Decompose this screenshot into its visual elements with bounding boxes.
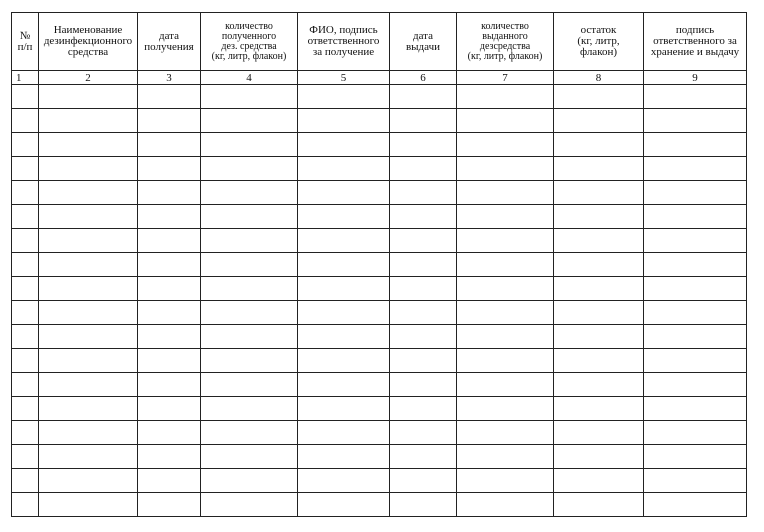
table-cell	[138, 325, 201, 349]
table-row	[12, 157, 747, 181]
table-cell	[201, 301, 298, 325]
table-cell	[138, 373, 201, 397]
table-cell	[39, 205, 138, 229]
table-cell	[644, 373, 747, 397]
register-body	[12, 85, 747, 517]
table-row	[12, 253, 747, 277]
table-cell	[298, 205, 390, 229]
table-cell	[39, 229, 138, 253]
column-header-row	[12, 13, 747, 71]
table-cell	[554, 253, 644, 277]
table-cell	[12, 469, 39, 493]
header-issue-date-text: дата выдачи	[405, 29, 441, 53]
table-row	[12, 133, 747, 157]
table-cell	[390, 469, 457, 493]
table-cell	[39, 253, 138, 277]
table-cell	[644, 253, 747, 277]
table-cell	[12, 421, 39, 445]
table-cell	[201, 253, 298, 277]
table-cell	[201, 133, 298, 157]
table-cell	[644, 133, 747, 157]
table-cell	[39, 469, 138, 493]
table-cell	[457, 493, 554, 517]
table-cell	[12, 229, 39, 253]
table-cell	[644, 301, 747, 325]
table-cell	[201, 277, 298, 301]
table-cell	[201, 181, 298, 205]
table-cell	[644, 85, 747, 109]
table-cell	[644, 181, 747, 205]
header-remainder-text: остаток (кг, литр, флакон)	[577, 24, 620, 58]
table-cell	[457, 205, 554, 229]
table-cell	[201, 229, 298, 253]
table-cell	[554, 445, 644, 469]
table-cell	[390, 493, 457, 517]
table-cell	[12, 157, 39, 181]
table-cell	[554, 205, 644, 229]
table-cell	[39, 397, 138, 421]
table-cell	[457, 157, 554, 181]
table-cell	[201, 349, 298, 373]
disinfectant-register-table	[11, 12, 747, 517]
table-row	[12, 85, 747, 109]
table-cell	[457, 109, 554, 133]
table-cell	[554, 181, 644, 205]
header-received-quantity-text: количество полученного дез. средства (кг, литр, флакон)	[211, 20, 287, 62]
table-cell	[390, 157, 457, 181]
table-cell	[39, 373, 138, 397]
table-cell	[554, 133, 644, 157]
header-issued-quantity-text: количество выданного дезсредства (кг, литр, флакон)	[467, 20, 543, 62]
table-cell	[457, 229, 554, 253]
table-cell	[12, 325, 39, 349]
table-cell	[39, 325, 138, 349]
table-cell	[298, 373, 390, 397]
table-cell	[138, 253, 201, 277]
table-cell	[138, 157, 201, 181]
table-cell	[201, 397, 298, 421]
table-cell	[644, 469, 747, 493]
table-cell	[201, 373, 298, 397]
table-cell	[554, 397, 644, 421]
table-cell	[644, 109, 747, 133]
table-cell	[39, 109, 138, 133]
table-cell	[201, 205, 298, 229]
header-received-date-text: дата получения	[144, 29, 194, 53]
table-row	[12, 109, 747, 133]
table-cell	[138, 493, 201, 517]
table-cell	[298, 325, 390, 349]
table-cell	[554, 229, 644, 253]
table-cell	[138, 181, 201, 205]
table-row	[12, 301, 747, 325]
header-issue-date	[390, 13, 457, 71]
table-cell	[201, 109, 298, 133]
table-cell	[298, 349, 390, 373]
table-cell	[390, 445, 457, 469]
table-cell	[554, 85, 644, 109]
table-cell	[644, 397, 747, 421]
table-cell	[39, 277, 138, 301]
table-cell	[201, 469, 298, 493]
table-cell	[390, 85, 457, 109]
table-cell	[390, 373, 457, 397]
table-cell	[554, 325, 644, 349]
table-row	[12, 373, 747, 397]
table-cell	[554, 421, 644, 445]
table-cell	[644, 205, 747, 229]
table-cell	[390, 253, 457, 277]
column-number: 5	[298, 71, 390, 85]
table-cell	[12, 493, 39, 517]
table-cell	[39, 421, 138, 445]
table-row	[12, 493, 747, 517]
column-number: 2	[39, 71, 138, 85]
header-row-number	[12, 13, 39, 71]
table-cell	[644, 349, 747, 373]
table-cell	[298, 445, 390, 469]
table-cell	[298, 157, 390, 181]
table-cell	[138, 85, 201, 109]
column-number: 1	[12, 71, 39, 85]
table-row	[12, 277, 747, 301]
table-cell	[457, 373, 554, 397]
table-cell	[298, 397, 390, 421]
table-cell	[12, 349, 39, 373]
table-cell	[390, 205, 457, 229]
table-cell	[390, 109, 457, 133]
table-cell	[457, 277, 554, 301]
table-cell	[138, 109, 201, 133]
table-cell	[390, 277, 457, 301]
table-cell	[298, 493, 390, 517]
header-issued-quantity	[457, 13, 554, 71]
table-cell	[298, 133, 390, 157]
table-cell	[644, 277, 747, 301]
table-cell	[39, 493, 138, 517]
table-cell	[457, 349, 554, 373]
table-cell	[39, 445, 138, 469]
table-cell	[390, 325, 457, 349]
table-cell	[138, 445, 201, 469]
table-row	[12, 349, 747, 373]
table-cell	[12, 181, 39, 205]
table-cell	[457, 253, 554, 277]
table-cell	[644, 421, 747, 445]
table-cell	[138, 205, 201, 229]
table-cell	[457, 469, 554, 493]
table-cell	[644, 325, 747, 349]
column-number: 8	[554, 71, 644, 85]
table-cell	[554, 157, 644, 181]
header-row-number-text: № п/п	[17, 29, 33, 53]
table-cell	[201, 493, 298, 517]
table-cell	[644, 229, 747, 253]
header-storage-signature	[644, 13, 747, 71]
header-received-quantity	[201, 13, 298, 71]
table-cell	[12, 277, 39, 301]
table-cell	[298, 253, 390, 277]
table-cell	[39, 133, 138, 157]
table-cell	[457, 421, 554, 445]
table-cell	[201, 85, 298, 109]
table-row	[12, 181, 747, 205]
header-receiver-signature-text: ФИО, подпись ответственного за получение	[307, 24, 380, 58]
table-cell	[554, 493, 644, 517]
table-cell	[554, 277, 644, 301]
table-cell	[12, 205, 39, 229]
table-cell	[390, 349, 457, 373]
table-cell	[457, 445, 554, 469]
column-number: 6	[390, 71, 457, 85]
table-cell	[390, 421, 457, 445]
table-cell	[554, 109, 644, 133]
table-cell	[644, 493, 747, 517]
table-cell	[390, 229, 457, 253]
table-cell	[390, 301, 457, 325]
table-cell	[138, 277, 201, 301]
table-cell	[644, 157, 747, 181]
table-row	[12, 397, 747, 421]
column-number-row	[12, 71, 747, 85]
table-cell	[12, 445, 39, 469]
table-cell	[12, 397, 39, 421]
table-cell	[12, 253, 39, 277]
table-cell	[39, 85, 138, 109]
table-cell	[457, 325, 554, 349]
table-cell	[12, 301, 39, 325]
table-cell	[390, 133, 457, 157]
table-cell	[39, 349, 138, 373]
table-cell	[138, 349, 201, 373]
table-row	[12, 229, 747, 253]
table-row	[12, 421, 747, 445]
table-cell	[39, 181, 138, 205]
table-cell	[138, 301, 201, 325]
table-cell	[298, 277, 390, 301]
table-cell	[138, 133, 201, 157]
table-cell	[12, 373, 39, 397]
header-remainder	[554, 13, 644, 71]
table-cell	[298, 469, 390, 493]
header-storage-signature-text: подпись ответственного за хранение и выдачу	[650, 24, 740, 58]
table-row	[12, 325, 747, 349]
table-cell	[298, 109, 390, 133]
table-cell	[138, 229, 201, 253]
table-cell	[390, 181, 457, 205]
header-receiver-signature	[298, 13, 390, 71]
column-number: 7	[457, 71, 554, 85]
header-product-name-text: Наименование дезинфекционного средства	[43, 24, 133, 58]
table-cell	[12, 109, 39, 133]
column-number: 9	[644, 71, 747, 85]
table-cell	[138, 397, 201, 421]
table-row	[12, 469, 747, 493]
header-product-name	[39, 13, 138, 71]
table-cell	[554, 349, 644, 373]
column-number: 3	[138, 71, 201, 85]
table-cell	[201, 445, 298, 469]
table-cell	[390, 397, 457, 421]
table-cell	[39, 301, 138, 325]
table-cell	[138, 421, 201, 445]
header-received-date	[138, 13, 201, 71]
table-cell	[554, 469, 644, 493]
table-cell	[457, 301, 554, 325]
table-cell	[298, 421, 390, 445]
table-cell	[298, 85, 390, 109]
table-row	[12, 205, 747, 229]
table-cell	[201, 421, 298, 445]
table-cell	[138, 469, 201, 493]
table-cell	[201, 157, 298, 181]
table-cell	[457, 397, 554, 421]
table-cell	[457, 181, 554, 205]
table-cell	[298, 229, 390, 253]
table-cell	[298, 181, 390, 205]
column-number: 4	[201, 71, 298, 85]
table-cell	[554, 301, 644, 325]
table-cell	[457, 85, 554, 109]
table-cell	[39, 157, 138, 181]
table-cell	[12, 133, 39, 157]
table-cell	[554, 373, 644, 397]
table-row	[12, 445, 747, 469]
table-cell	[644, 445, 747, 469]
table-cell	[201, 325, 298, 349]
table-cell	[298, 301, 390, 325]
table-cell	[457, 133, 554, 157]
table-cell	[12, 85, 39, 109]
